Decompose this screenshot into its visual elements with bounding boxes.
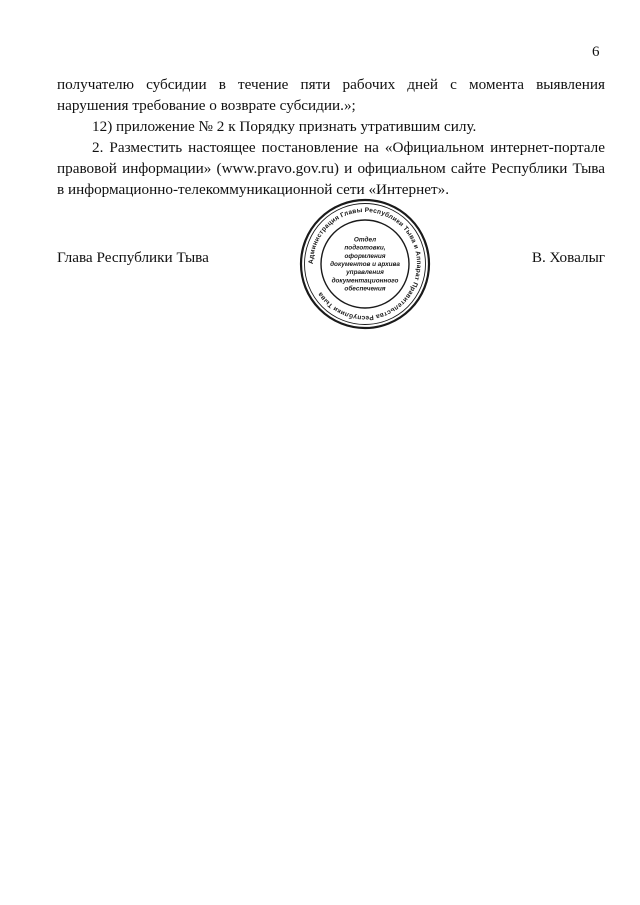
paragraph-continuation: получателю субсидии в течение пяти рабочих дней с момента выявления нарушения требование о возврате субсидии.»; bbox=[57, 76, 605, 114]
seal-center-line: обеспечения bbox=[344, 285, 386, 293]
paragraph-item-2: 2. Разместить настоящее постановление на «Официальном интернет-портале правовой информации» (www.pravo.gov.ru) и официальном сайте Республики Тыва в информационно-телекоммуникационной сети «Интернет». bbox=[57, 139, 605, 198]
seal-center-line: оформления bbox=[344, 252, 386, 260]
seal-center-text bbox=[330, 235, 400, 292]
document-body bbox=[57, 74, 605, 200]
signatory-position: Глава Республики Тыва bbox=[57, 249, 209, 266]
seal-center-line: подготовки, bbox=[344, 244, 386, 252]
seal-icon bbox=[297, 196, 433, 332]
signatory-name: В. Ховалыг bbox=[531, 249, 605, 266]
seal-center-line: документов и архива bbox=[330, 261, 400, 268]
official-seal bbox=[297, 196, 433, 332]
seal-center-line: управления bbox=[346, 269, 384, 277]
seal-center-line: Отдел bbox=[353, 236, 377, 244]
seal-center-line: документационного bbox=[331, 277, 399, 285]
paragraph-item-12: 12) приложение № 2 к Порядку признать утратившим силу. bbox=[92, 118, 477, 135]
page-number: 6 bbox=[592, 44, 600, 60]
seal-ring-text: Администрация Главы Республики Тыва и Аппарат Правительства Республики Тыва bbox=[307, 206, 423, 322]
